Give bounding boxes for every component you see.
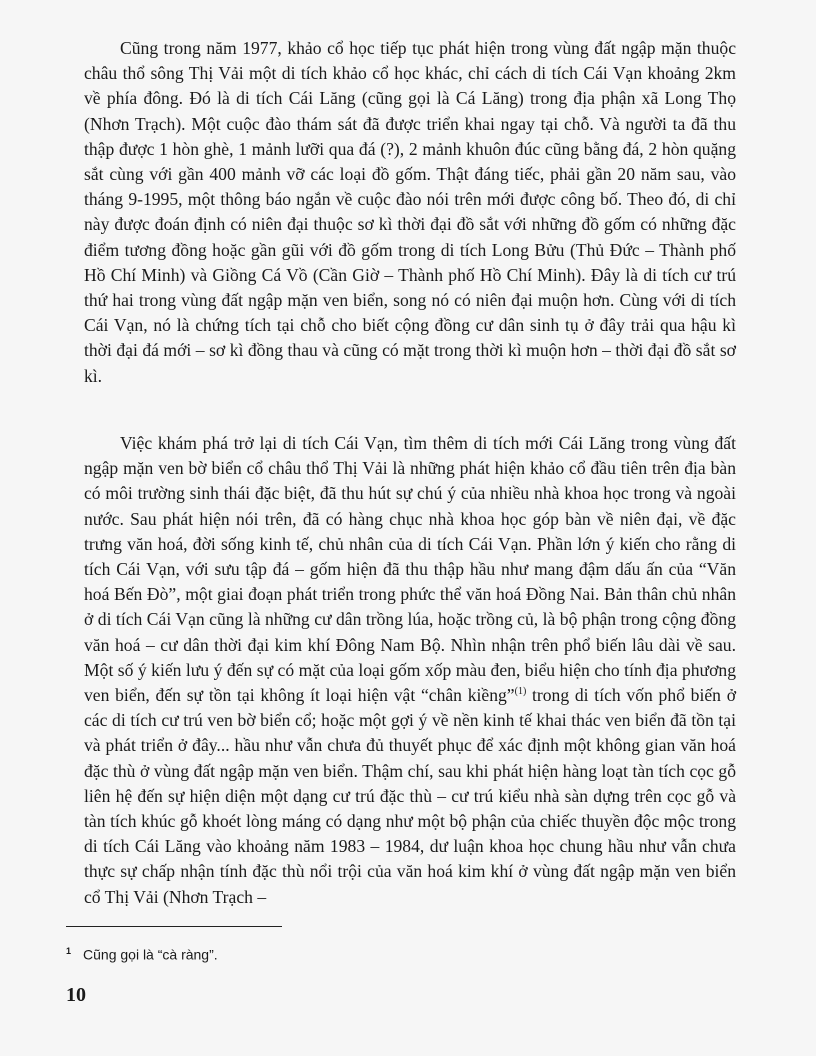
body-paragraph-2 [84, 431, 736, 910]
paragraph-2-text-start: Việc khám phá trở lại di tích Cái Vạn, tìm thêm di tích mới Cái Lăng trong vùng đất ngập mặn ven bờ biển cổ châu thổ Thị Vải là những phát hiện khảo cổ đầu tiên trên địa bàn có môi trường sinh thái đặc biệt, đã thu hút sự chú ý của nhiều nhà khoa học trong và ngoài nước. Sau phát hiện nói trên, đã có hàng chục nhà khoa học góp bàn về niên đại, về đặc trưng văn hoá, đời sống kinh tế, chủ nhân của di tích Cái Vạn. Phần lớn ý kiến cho rằng di tích Cái Vạn, với sưu tập đá – gốm hiện đã thu thập hầu như mang đậm dấu ấn của “Văn hoá Bến Đò”, một giai đoạn phát triển trong phức thể văn hoá Đồng Nai. Bản thân chủ nhân ở di tích Cái Vạn cũng là những cư dân trồng lúa, hoặc trồng củ, là bộ phận trong cộng đồng văn hoá – cư dân thời đại kim khí Đông Nam Bộ. Nhìn nhận trên phổ biến lâu dài về sau. Một số ý kiến lưu ý đến sự có mặt của loại gốm xốp màu đen, biểu hiện cho tính địa phương ven biển, đến sự tồn tại không ít loại hiện vật “chân kiềng” [84, 433, 736, 706]
footnote-text: Cũng gọi là “cà ràng”. [83, 946, 218, 963]
footnote-mark: 1 [66, 946, 72, 956]
footnote-divider [66, 926, 282, 927]
body-paragraph-1: Cũng trong năm 1977, khảo cổ học tiếp tục phát hiện trong vùng đất ngập mặn thuộc châu thổ sông Thị Vải một di tích khảo cổ học khác, chỉ cách di tích Cái Vạn khoảng 2km về phía đông. Đó là di tích Cái Lăng (cũng gọi là Cá Lăng) trong địa phận xã Long Thọ (Nhơn Trạch). Một cuộc đào thám sát đã được triển khai ngay tại chỗ. Và người ta đã thu thập được 1 hòn ghè, 1 mảnh lưỡi qua đá (?), 2 mảnh khuôn đúc cũng bằng đá, 2 hòn quặng sắt cùng với gần 400 mảnh vỡ các loại đồ gốm. Thật đáng tiếc, phải gần 20 năm sau, vào tháng 9-1995, một thông báo ngắn về cuộc đào nói trên mới được công bố. Theo đó, di chỉ này được đoán định có niên đại thuộc sơ kì thời đại đồ sắt với những đồ gốm có những đặc điểm tương đồng hoặc gần gũi với đồ gốm trong di tích Long Bửu (Thủ Đức – Thành phố Hồ Chí Minh) và Giồng Cá Vồ (Cần Giờ – Thành phố Hồ Chí Minh). Đây là di tích cư trú thứ hai trong vùng đất ngập mặn ven biển, song nó có niên đại muộn hơn. Cùng với di tích Cái Vạn, nó là chứng tích tại chỗ cho biết cộng đồng cư dân sinh tụ ở đây trải qua hậu kì thời đại đá mới – sơ kì đồng thau và cũng có mặt trong thời kì muộn hơn – thời đại đồ sắt sơ kì. [84, 38, 736, 386]
page-number: 10 [66, 984, 86, 1006]
paragraph-2-text-end: trong di tích vốn phổ biến ở các di tích cư trú ven bờ biển cổ; hoặc một gợi ý về nền kinh tế khai thác ven biển đã tồn tại và phát triển ở đây... hầu như vẫn chưa đủ thuyết phục để xác định một không gian văn hoá đặc thù ở vùng đất ngập mặn ven biển. Thậm chí, sau khi phát hiện hàng loạt tàn tích cọc gỗ liên hệ đến sự hiện diện một dạng cư trú đặc thù – cư trú kiểu nhà sàn dựng trên cọc gỗ và tàn tích khúc gỗ khoét lòng máng có dạng như một bộ phận của chiếc thuyền độc mộc trong di tích Cái Lăng vào khoảng năm 1983 – 1984, dư luận khoa học chung hầu như vẫn chưa thực sự chấp nhận tính đặc thù nổi trội của văn hoá kim khí ở vùng đất ngập mặn ven biển cổ Thị Vải (Nhơn Trạch – [84, 685, 736, 907]
footnote [66, 941, 218, 965]
footnote-reference: (1) [514, 686, 527, 698]
